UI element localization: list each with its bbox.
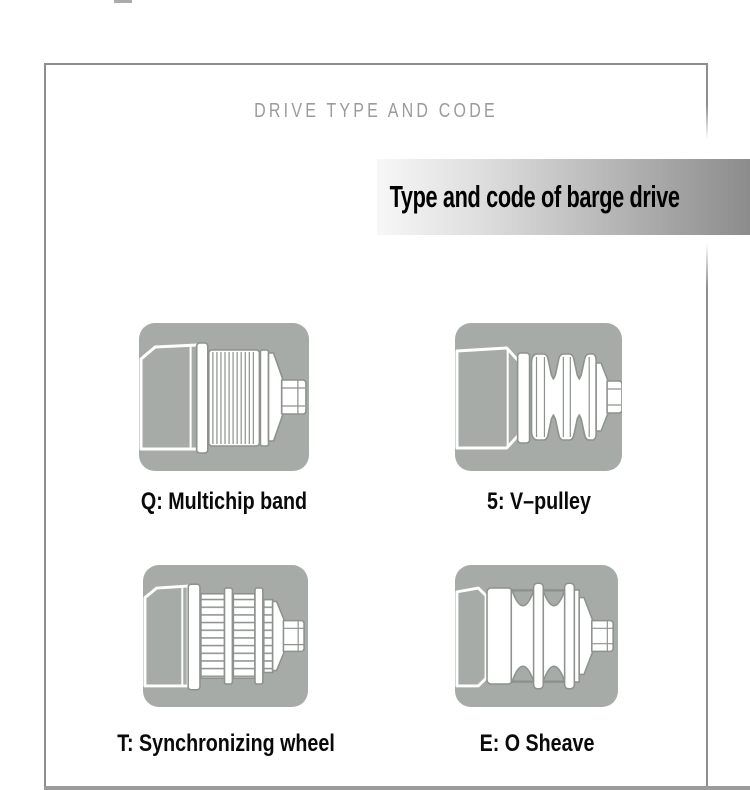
v-pulley-illustration: [455, 323, 622, 471]
drive-type-label: T: Synchronizing wheel: [116, 730, 335, 757]
top-edge-tick: [114, 0, 132, 3]
drive-type-label: E: O Sheave: [479, 730, 594, 757]
section-title: DRIVE TYPE AND CODE: [254, 100, 498, 122]
drive-illustration-tile: [143, 565, 308, 707]
bottom-divider-strip: [44, 786, 750, 790]
o-sheave-pulley-illustration: [455, 565, 618, 707]
drive-illustration-tile: [455, 565, 618, 707]
banner: [377, 159, 750, 235]
panel-border-left: [44, 63, 46, 790]
drive-type-card: [455, 565, 618, 757]
drive-type-card: [139, 323, 309, 515]
drive-illustration-tile: [455, 323, 622, 471]
drive-illustration-tile: [139, 323, 309, 471]
multichip-band-pulley-illustration: [139, 323, 309, 471]
synchronizing-wheel-pulley-illustration: [143, 565, 308, 707]
panel-border-top: [44, 63, 708, 65]
banner-title: Type and code of barge drive: [389, 179, 680, 214]
drive-type-card: [116, 565, 335, 757]
drive-type-card: [455, 323, 622, 515]
panel-border-right-lower: [706, 243, 708, 790]
panel-border-right-upper: [706, 63, 708, 139]
drive-type-label: 5: V–pulley: [486, 488, 591, 515]
drive-type-label: Q: Multichip band: [140, 488, 308, 515]
